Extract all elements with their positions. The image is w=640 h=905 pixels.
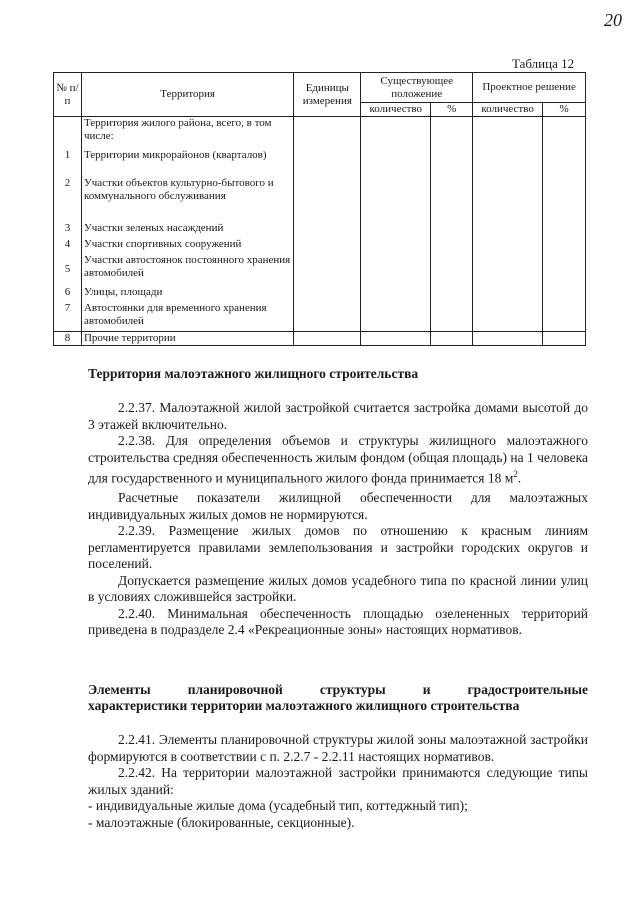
paragraph-end: . <box>517 470 522 486</box>
section2-body <box>88 732 588 831</box>
table-row <box>54 149 586 177</box>
table-row <box>54 332 586 346</box>
page-number: 20 <box>604 10 622 30</box>
table-row <box>54 286 586 302</box>
paragraph: 2.2.41. Элементы планировочной структуры жилой зоны малоэтажной застройки формируются в соответствии с п. 2.2.7 - 2.2.11 настоящих нормативов. <box>88 732 588 764</box>
row-num: 8 <box>54 332 82 346</box>
paragraph: Допускается размещение жилых домов усадебного типа по красной линии улиц в условиях сложившейся застройки. <box>88 572 588 604</box>
list-item: - индивидуальные жилые дома (усадебный тип, коттеджный тип); <box>88 798 468 813</box>
header-existing-pct: % <box>431 103 473 117</box>
row-num: 6 <box>54 286 82 302</box>
paragraph: 2.2.37. Малоэтажной жилой застройкой считается застройка домами высотой до 3 этажей включительно. <box>88 400 588 432</box>
table-row <box>54 238 586 254</box>
row-num: 1 <box>54 149 82 177</box>
row-name: Участки объектов культурно-бытового и коммунального обслуживания <box>81 177 293 222</box>
table-row <box>54 302 586 332</box>
header-num: № п/п <box>54 73 82 117</box>
list-item: - малоэтажные (блокированные, секционные). <box>88 814 355 830</box>
row-name: Автостоянки для временного хранения автомобилей <box>81 302 293 332</box>
section1-body <box>88 400 588 639</box>
territory-table <box>53 72 586 346</box>
row-name: Участки спортивных сооружений <box>81 238 293 254</box>
table-caption: Таблица 12 <box>512 56 575 71</box>
row-num <box>54 117 82 149</box>
row-name: Прочие территории <box>81 332 293 346</box>
row-name: Территория жилого района, всего, в том числе: <box>81 117 293 149</box>
table-row <box>54 177 586 222</box>
header-project-qty: количество <box>473 103 543 117</box>
paragraph <box>88 433 588 487</box>
header-territory: Территория <box>81 73 293 117</box>
row-name: Участки зеленых насаждений <box>81 222 293 238</box>
paragraph: 2.2.40. Минимальная обеспеченность площадью озелененных территорий приведена в подразделе 2.4 «Рекреационные зоны» настоящих нормативов. <box>88 605 588 637</box>
row-num: 2 <box>54 177 82 222</box>
header-existing-qty: количество <box>361 103 431 117</box>
paragraph: Расчетные показатели жилищной обеспеченности для малоэтажных индивидуальных жилых домов не нормируются. <box>88 490 588 522</box>
row-name: Улицы, площади <box>81 286 293 302</box>
header-project-pct: % <box>543 103 586 117</box>
header-units: Единицы измерения <box>294 73 361 117</box>
section-heading-line2: характеристики территории малоэтажного жилищного строительства <box>88 698 520 713</box>
header-project: Проектное решение <box>473 73 586 103</box>
row-num: 4 <box>54 238 82 254</box>
row-name: Территории микрорайонов (кварталов) <box>81 149 293 177</box>
table-row <box>54 117 586 149</box>
table-row <box>54 254 586 286</box>
unit-superscript: 2 <box>513 469 518 479</box>
row-num: 7 <box>54 302 82 332</box>
row-num: 5 <box>54 254 82 286</box>
paragraph-text: 2.2.38. Для определения объемов и структуры жилищного малоэтажного строительства средняя обеспеченность жилым фондом (общая площадь) на 1 человека для государственного и муниципального жилого фонда принимается 18 <box>88 433 588 486</box>
header-existing: Существующее положение <box>361 73 473 103</box>
paragraph: 2.2.39. Размещение жилых домов по отношению к красным линиям регламентируется правилами землепользования и застройки городских округов и поселений. <box>88 523 588 571</box>
paragraph: 2.2.42. На территории малоэтажной застройки принимаются следующие типы жилых зданий: <box>88 765 588 797</box>
section-heading: Территория малоэтажного жилищного строительства <box>88 366 419 381</box>
unit: м <box>504 470 514 486</box>
row-name: Участки автостоянок постоянного хранения автомобилей <box>81 254 293 286</box>
section-heading-line1: Элементы планировочной структуры и градостроительные <box>88 682 588 697</box>
row-num: 3 <box>54 222 82 238</box>
table-row <box>54 222 586 238</box>
